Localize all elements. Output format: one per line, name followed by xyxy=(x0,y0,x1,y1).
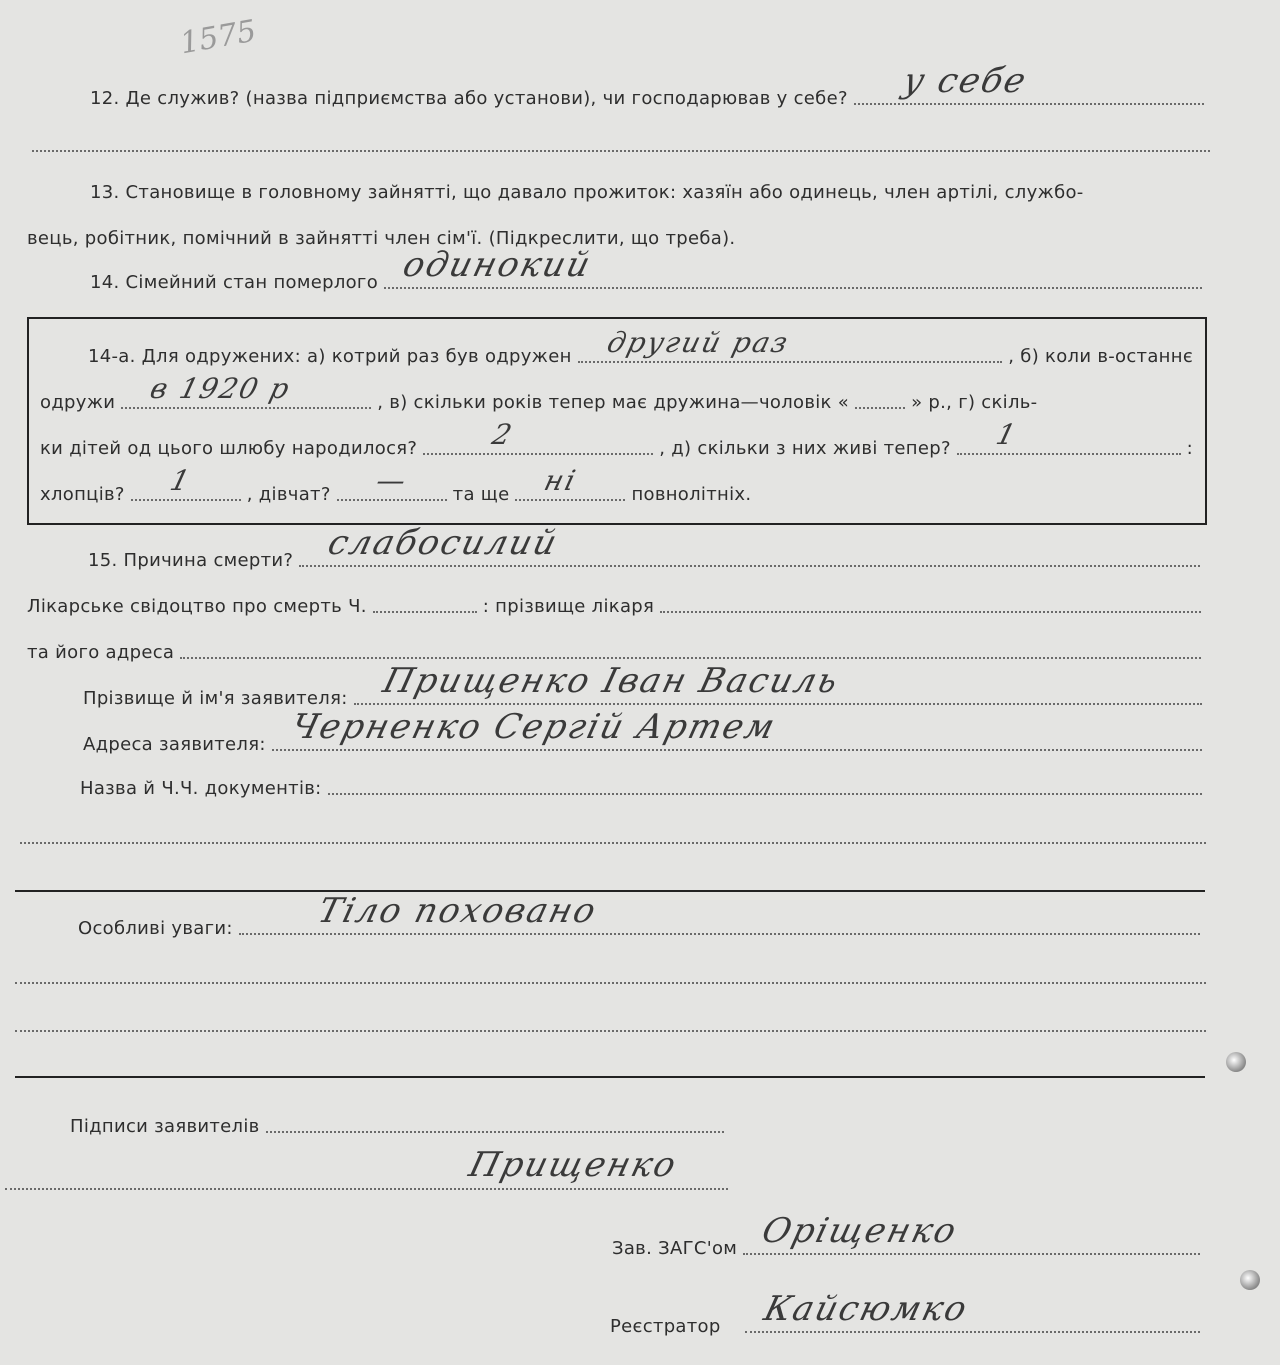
doctor-label: : прізвище лікаря xyxy=(482,596,655,617)
q14-label: 14. Сімейний стан померлого xyxy=(90,272,379,293)
q14a-children-alive-field[interactable]: 1 xyxy=(957,453,1181,455)
registrar-signature-field[interactable] xyxy=(745,1289,1200,1333)
applicants-signature-label: Підписи заявителів xyxy=(70,1116,260,1137)
q14a-line2: одружи в 1920 р , в) скільки років тепер має дружина—чоловік « » р., г) скіль- xyxy=(40,372,1038,413)
q15-label: 15. Причина смерти? xyxy=(88,550,294,571)
applicants-signature-row xyxy=(70,1116,730,1137)
q14-row xyxy=(90,245,1208,293)
remarks-label: Особливі уваги: xyxy=(78,918,233,939)
remarks-line-3 xyxy=(15,1030,1206,1032)
applicant-name-label: Прізвище й ім'я заявителя: xyxy=(83,688,348,709)
q12-row xyxy=(90,61,1210,109)
registrar-label: Реєстратор xyxy=(610,1316,721,1337)
applicant-address-label: Адреса заявителя: xyxy=(83,734,266,755)
q12-continuation-line xyxy=(32,150,1210,152)
zags-label: Зав. ЗАГС'ом xyxy=(612,1238,738,1259)
q13-line1: 13. Становище в головному зайнятті, що давало прожиток: хазяїн або одинець, член артілі, службо- xyxy=(90,182,1084,203)
docs-continuation-line xyxy=(20,842,1206,844)
remarks-row xyxy=(78,891,1206,939)
q14a-line1: 14-а. Для одружених: а) котрий раз був одружен другий раз , б) коли в-останнє xyxy=(88,326,1193,367)
zags-signature: Оріщенко xyxy=(758,1211,963,1251)
applicants-signature-answer: Прищенко xyxy=(465,1145,682,1185)
section-divider-1 xyxy=(15,890,1205,892)
pin-mark-bottom xyxy=(1240,1270,1260,1290)
medical-address-row xyxy=(27,642,1207,663)
q14a-girls-field[interactable]: — xyxy=(337,499,447,501)
pin-mark-top xyxy=(1226,1052,1246,1072)
doctor-address-field[interactable] xyxy=(180,657,1201,659)
header-mark: 1575 xyxy=(177,13,259,62)
medical-row xyxy=(27,596,1207,617)
applicant-address-field[interactable] xyxy=(272,707,1202,751)
applicant-name-row xyxy=(83,661,1208,709)
q14a-boys-field[interactable]: 1 xyxy=(131,499,241,501)
q12-answer-field[interactable] xyxy=(854,61,1204,105)
applicant-address-row xyxy=(83,707,1208,755)
applicant-address-answer: Черненко Сергій Артем xyxy=(286,707,781,747)
doctor-name-field[interactable] xyxy=(660,611,1201,613)
q15-row xyxy=(88,523,1206,571)
q15-answer-field[interactable] xyxy=(299,523,1200,567)
medical-cert-number-field[interactable] xyxy=(373,611,477,613)
section-divider-2 xyxy=(15,1076,1205,1078)
applicant-docs-label: Назва й Ч.Ч. документів: xyxy=(80,778,322,799)
q14a-line3: ки дітей од цього шлюбу народилося? 2 , д) скільки з них живі тепер? 1 : xyxy=(40,418,1193,459)
doctor-address-label: та його адреса xyxy=(27,642,175,663)
registrar-row xyxy=(610,1289,1206,1337)
q14a-line4: хлопців? 1 , дівчат? — та ще ні повнолітніх. xyxy=(40,464,752,505)
zags-signature-field[interactable] xyxy=(743,1211,1200,1255)
q14a-adults-field[interactable]: ні xyxy=(515,499,625,501)
remarks-field[interactable] xyxy=(239,891,1200,935)
applicants-signature-line-2 xyxy=(5,1188,728,1190)
applicant-docs-field[interactable] xyxy=(328,793,1202,795)
q14a-times-married-field[interactable]: другий раз xyxy=(578,361,1003,363)
applicants-signature-field[interactable] xyxy=(266,1131,724,1133)
q14-answer-field[interactable] xyxy=(384,245,1202,289)
applicant-name-field[interactable] xyxy=(354,661,1202,705)
q13-line2: вець, робітник, помічний в зайнятті член сім'ї. (Підкреслити, що треба). xyxy=(27,228,736,249)
remarks-line-2 xyxy=(15,982,1206,984)
registrar-signature: Кайсюмко xyxy=(759,1289,972,1329)
q15-answer: слабосилий xyxy=(324,523,563,563)
applicant-docs-row xyxy=(80,778,1208,799)
zags-row xyxy=(612,1211,1206,1259)
q14a-spouse-age-field[interactable] xyxy=(855,407,905,409)
applicant-name-answer: Прищенко Іван Василь xyxy=(378,661,844,701)
q14a-children-born-field[interactable]: 2 xyxy=(423,453,653,455)
medical-cert-label: Лікарське свідоцтво про смерть Ч. xyxy=(27,596,367,617)
q14-answer: одинокий xyxy=(399,245,596,285)
q14a-when-married-field[interactable]: в 1920 р xyxy=(121,407,371,409)
q12-label: 12. Де служив? (назва підприємства або установи), чи господарював у себе? xyxy=(90,88,848,109)
q12-answer: у себе xyxy=(898,61,1032,101)
remarks-answer: Тіло поховано xyxy=(313,891,602,931)
